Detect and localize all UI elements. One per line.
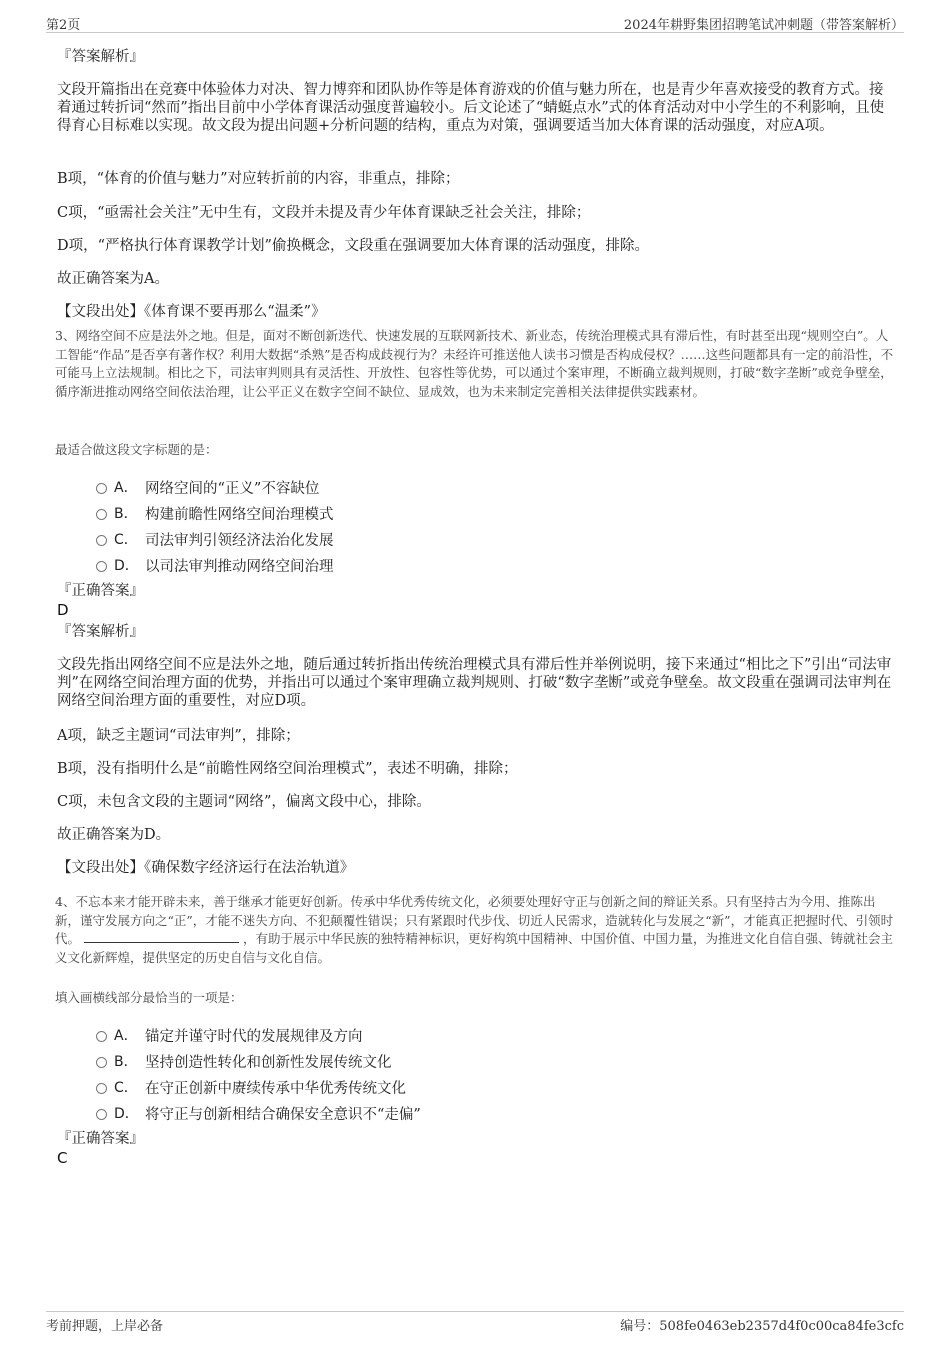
option-text: 锚定并谨守时代的发展规律及方向 [145, 1029, 363, 1045]
q3-analysis-label: 『答案解析』 [57, 624, 144, 640]
page-number: 第2页 [46, 18, 81, 33]
radio-icon[interactable] [96, 561, 107, 572]
q3-source-title: 《确保数字经济运行在法治轨道》 [144, 860, 355, 876]
q4-answer-label: 『正确答案』 [57, 1131, 144, 1147]
radio-icon[interactable] [96, 1083, 107, 1094]
option-text: 司法审判引领经济法治化发展 [145, 533, 334, 549]
q4-stem [55, 893, 897, 967]
q2-option-c-analysis: C项，“亟需社会关注”无中生有，文段并未提及青少年体育课缺乏社会关注，排除； [57, 205, 591, 221]
q3-prompt: 最适合做这段文字标题的是： [55, 442, 218, 457]
option-key: D． [114, 1106, 139, 1122]
q2-option-d-analysis: D项，“严格执行体育课教学计划”偷换概念，文段重在强调要加大体育课的活动强度，排除。 [57, 238, 649, 254]
q3-conclusion: 故正确答案为D。 [57, 827, 171, 843]
q3-answer: D [57, 601, 69, 619]
q2-analysis: 文段开篇指出在竞赛中体验体力对决、智力博弈和团队协作等是体育游戏的价值与魅力所在，也是青少年喜欢接受的教育方式。接着通过转折词“然而”指出目前中小学体育课活动强度普遍较小。后文论述了“蜻蜓点水”式的体育活动对中小学生的不利影响，且使得育心目标难以实现。故文段为提出问题+分析问题的结构，重点为对策，强调要适当加大体育课的活动强度，对应A项。 [57, 82, 885, 134]
q4-stem-before: 4、不忘本来才能开辟未来，善于继承才能更好创新。传承中华优秀传统文化，必须要处理好守正与创新之间的辩证关系。只有坚持古为今用、推陈出新，谨守发展方向之“正”，才能不迷失方向、不犯颠覆性错误；只有紧跟时代步伐、切近人民需求，造就转化与发展之“新”，才能真正把握时代、引领时代。 [55, 894, 894, 946]
q4-answer: C [57, 1149, 68, 1167]
q3-source-label: 【文段出处】 [57, 860, 144, 876]
radio-icon[interactable] [96, 1031, 107, 1042]
q2-conclusion: 故正确答案为A。 [57, 271, 169, 287]
q3-option-c-analysis: C项，未包含文段的主题词“网络”，偏离文段中心，排除。 [57, 794, 431, 810]
fill-in-blank [84, 930, 239, 943]
radio-icon[interactable] [96, 535, 107, 546]
option-text: 将守正与创新相结合确保安全意识不“走偏” [145, 1107, 421, 1123]
document-title: 2024年耕野集团招聘笔试冲刺题（带答案解析） [623, 18, 904, 33]
q3-option-a-analysis: A项，缺乏主题词“司法审判”，排除； [57, 728, 300, 744]
q3-source [57, 859, 897, 877]
radio-icon[interactable] [96, 1109, 107, 1120]
option-text: 以司法审判推动网络空间治理 [145, 559, 334, 575]
q3-analysis: 文段先指出网络空间不应是法外之地，随后通过转折指出传统治理模式具有滞后性并举例说明，接下来通过“相比之下”引出“司法审判”在网络空间治理方面的优势，并指出可以通过个案审理确立裁判规则、打破“数字垄断”或竞争壁垒。故文段重在强调司法审判在网络空间治理方面的重要性，对应D项。 [57, 657, 892, 709]
option-key: D． [114, 558, 139, 574]
option-key: B． [114, 1054, 138, 1070]
option-key: A． [114, 480, 138, 496]
q3-stem: 3、网络空间不应是法外之地。但是，面对不断创新迭代、快速发展的互联网新技术、新业态，传统治理模式具有滞后性，有时甚至出现“规则空白”。人工智能“作品”是否享有著作权？利用大数据“杀熟”是否构成歧视行为？未经许可推送他人读书习惯是否构成侵权？……这些问题都具有一定的前沿性，不可能马上立法规制。相比之下，司法审判则具有灵活性、开放性、包容性等优势，可以通过个案审理，不断确立裁判规则，打破“数字垄断”或竞争壁垒，循序渐进推动网络空间依法治理，让公平正义在数字空间不缺位、显成效，也为未来制定完善相关法律提供实践素材。 [55, 328, 894, 399]
option-text: 在守正创新中赓续传承中华优秀传统文化 [145, 1081, 406, 1097]
option-key: C． [114, 1080, 138, 1096]
page-header [46, 12, 904, 33]
option-text: 网络空间的“正义”不容缺位 [145, 481, 320, 497]
q4-prompt: 填入画横线部分最恰当的一项是： [55, 990, 243, 1005]
q2-source-label: 【文段出处】 [57, 304, 144, 320]
radio-icon[interactable] [96, 509, 107, 520]
option-text: 构建前瞻性网络空间治理模式 [145, 507, 334, 523]
radio-icon[interactable] [96, 1057, 107, 1068]
option-key: B． [114, 506, 138, 522]
q3-answer-label: 『正确答案』 [57, 583, 144, 599]
document-code: 编号：508fe0463eb2357d4f0c00ca84fe3cfc [620, 1319, 904, 1334]
option-key: C． [114, 532, 138, 548]
q4-stem-after: ，有助于展示中华民族的独特精神标识，更好构筑中国精神、中国价值、中国力量，为推进文化自信自强、铸就社会主义文化新辉煌，提供坚定的历史自信与文化自信。 [55, 931, 894, 965]
footer-slogan: 考前押题，上岸必备 [46, 1319, 164, 1334]
page-footer [46, 1311, 904, 1334]
q2-analysis-label: 『答案解析』 [57, 49, 144, 65]
q2-source-title: 《体育课不要再那么“温柔”》 [144, 304, 326, 320]
q3-option-b-analysis: B项，没有指明什么是“前瞻性网络空间治理模式”，表述不明确，排除； [57, 761, 518, 777]
radio-icon[interactable] [96, 483, 107, 494]
q2-option-b-analysis: B项，“体育的价值与魅力”对应转折前的内容，非重点，排除； [57, 171, 460, 187]
option-text: 坚持创造性转化和创新性发展传统文化 [145, 1055, 392, 1071]
q2-source [57, 303, 897, 321]
option-key: A． [114, 1028, 138, 1044]
